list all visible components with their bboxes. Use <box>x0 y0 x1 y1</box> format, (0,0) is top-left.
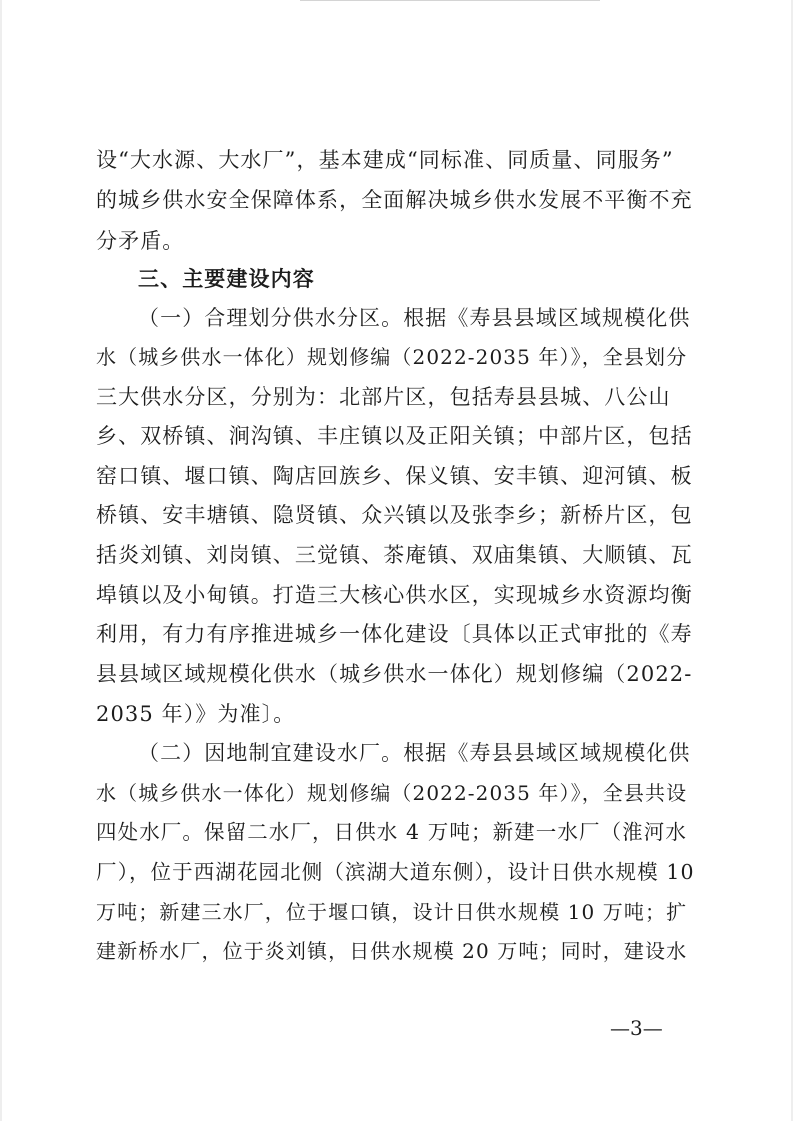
paragraph-line: 利用，有力有序推进城乡一体化建设〔具体以正式审批的《寿 <box>96 622 693 646</box>
scan-left-edge <box>0 0 2 1121</box>
paragraph-line: 建新桥水厂，位于炎刘镇，日供水规模 20 万吨；同时，建设水 <box>96 939 688 963</box>
paragraph-line: 三大供水分区，分别为：北部片区，包括寿县县城、八公山 <box>96 385 671 409</box>
paragraph-line: 水（城乡供水一体化）规划修编（2022-2035 年）》，全县划分 <box>96 345 688 369</box>
paragraph-line: 水（城乡供水一体化）规划修编（2022-2035 年）》，全县共设 <box>96 781 688 805</box>
scan-edge-mark <box>300 0 600 1</box>
section-heading: 三、主要建设内容 <box>138 267 315 291</box>
paragraph-line: （二）因地制宜建设水厂。根据《寿县县域区域规模化供 <box>138 741 691 765</box>
paragraph-line: 县县域区域规模化供水（城乡供水一体化）规划修编（2022- <box>96 662 693 686</box>
paragraph-line: 括炎刘镇、刘岗镇、三觉镇、茶庵镇、双庙集镇、大顺镇、瓦 <box>96 543 693 567</box>
paragraph-line: 万吨；新建三水厂，位于堰口镇，设计日供水规模 10 万吨；扩 <box>96 900 688 924</box>
paragraph-line: 厂），位于西湖花园北侧（滨湖大道东侧），设计日供水规模 10 <box>96 860 695 884</box>
paragraph-line: 的城乡供水安全保障体系，全面解决城乡供水发展不平衡不充 <box>96 188 693 212</box>
paragraph-line: 2035 年）》为准〕。 <box>96 702 296 726</box>
paragraph-line: 分矛盾。 <box>96 229 185 253</box>
paragraph-line: 埠镇以及小甸镇。打造三大核心供水区，实现城乡水资源均衡 <box>96 583 693 607</box>
paragraph-line: 桥镇、安丰塘镇、隐贤镇、众兴镇以及张李乡；新桥片区，包 <box>96 503 693 527</box>
paragraph-line: （一）合理划分供水分区。根据《寿县县域区域规模化供 <box>138 306 691 330</box>
paragraph-line: 设“大水源、大水厂”，基本建成“同标准、同质量、同服务” <box>96 148 674 172</box>
page-number: —3— <box>610 1016 663 1040</box>
paragraph-line: 窑口镇、堰口镇、陶店回族乡、保义镇、安丰镇、迎河镇、板 <box>96 464 693 488</box>
paragraph-line: 四处水厂。保留二水厂，日供水 4 万吨；新建一水厂（淮河水 <box>96 820 687 844</box>
paragraph-line: 乡、双桥镇、涧沟镇、丰庄镇以及正阳关镇；中部片区，包括 <box>96 424 693 448</box>
